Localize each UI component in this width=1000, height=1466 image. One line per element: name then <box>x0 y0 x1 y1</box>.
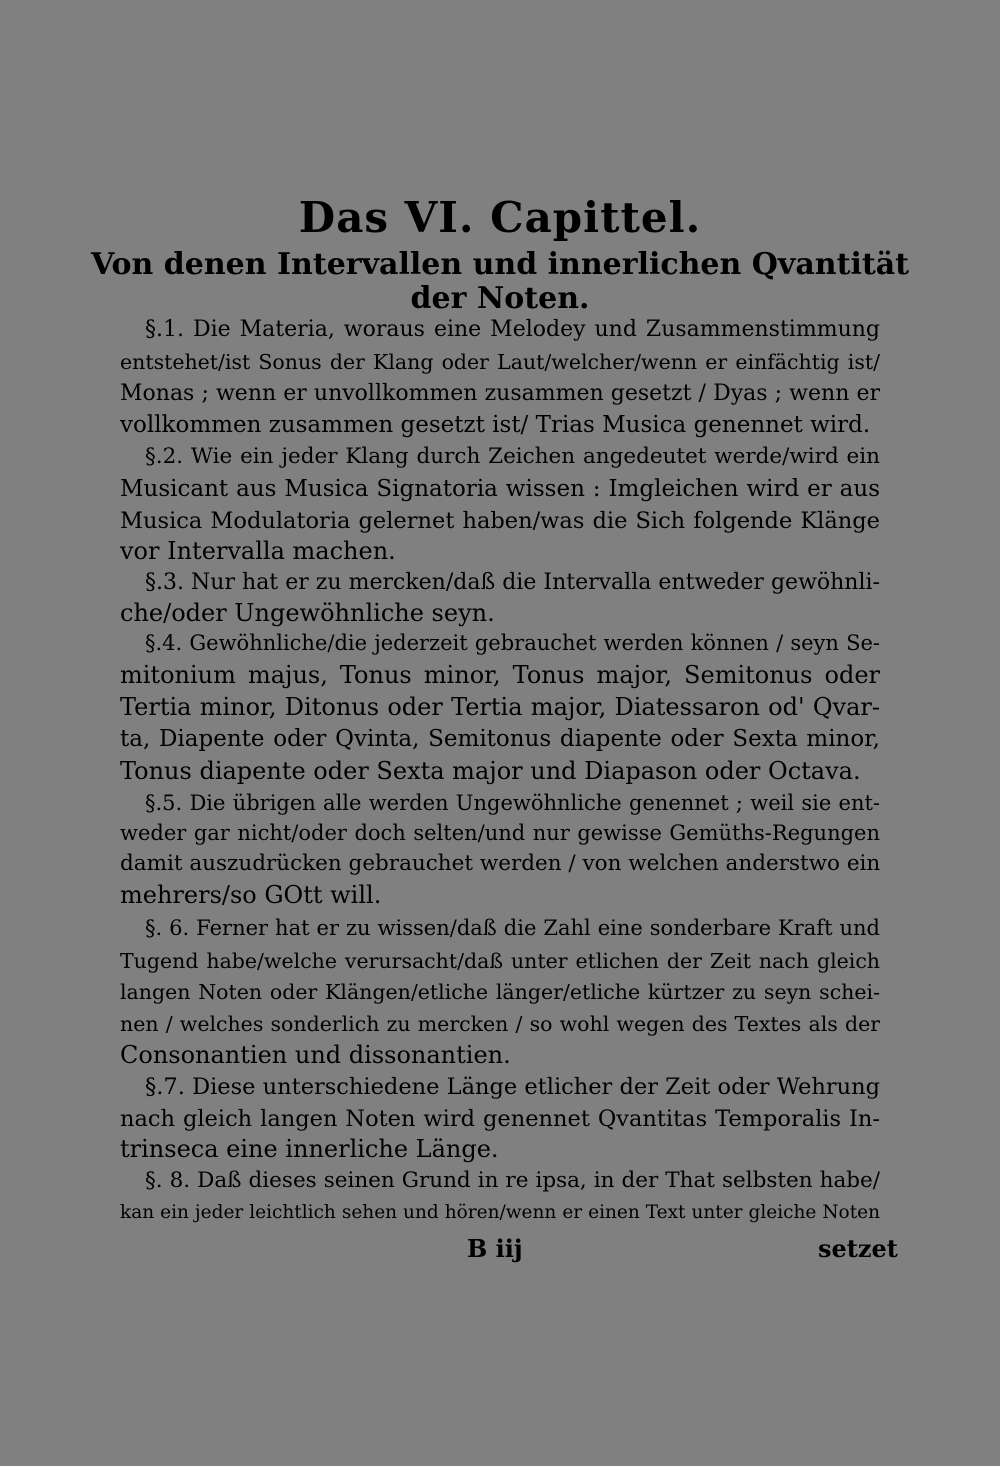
text-line: Musicant aus Musica Signatoria wissen : Imgleichen wird er aus <box>120 476 880 502</box>
text-line: vollkommen zusammen gesetzt ist/ Trias Musica genennet wird. <box>120 412 871 438</box>
text-line: che/oder Ungewöhnliche seyn. <box>120 599 495 627</box>
text-line: §. 8. Daß dieses seinen Grund in re ipsa, in der That selbsten habe/ <box>145 1168 880 1193</box>
text-line: §.4. Gewöhnliche/die jederzeit gebrauchet werden können / seyn Se- <box>145 631 880 655</box>
text-line: Monas ; wenn er unvollkommen zusammen gesetzt / Dyas ; wenn er <box>120 381 880 406</box>
text-line: mitonium majus, Tonus minor, Tonus major, Semitonus oder <box>120 661 880 689</box>
text-line: mehrers/so GOtt will. <box>120 881 382 909</box>
text-line: §.1. Die Materia, woraus eine Melodey und Zusammenstimmung <box>145 317 880 342</box>
chapter-subtitle: Von denen Intervallen und innerlichen Qvantität <box>91 247 909 282</box>
text-line: entstehet/ist Sonus der Klang oder Laut/welcher/wenn er einfächtig ist/ <box>120 350 880 374</box>
chapter-subtitle: der Noten. <box>410 281 590 316</box>
text-line: kan ein jeder leichtlich sehen und hören/wenn er einen Text unter gleiche Noten <box>120 1202 880 1223</box>
text-line: Musica Modulatoria gelernet haben/was die Sich folgende Klänge <box>120 508 880 534</box>
text-line: Tonus diapente oder Sexta major und Diapason oder Octava. <box>120 757 861 785</box>
text-line: Tugend habe/welche verursacht/daß unter etlichen der Zeit nach gleich <box>120 949 880 973</box>
text-line: trinseca eine innerliche Länge. <box>120 1135 499 1163</box>
text-line: §.3. Nur hat er zu mercken/daß die Intervalla entweder gewöhnli- <box>145 570 880 595</box>
signature-mark: B iij <box>467 1234 523 1263</box>
text-line: §.2. Wie ein jeder Klang durch Zeichen angedeutet werde/wird ein <box>145 444 880 469</box>
catchword: setzet <box>818 1234 898 1263</box>
text-line: langen Noten oder Klängen/etliche länger/etliche kürtzer zu seyn schei- <box>120 980 880 1004</box>
text-line: nach gleich langen Noten wird genennet Qvantitas Temporalis In- <box>120 1106 880 1132</box>
text-line: nen / welches sonderlich zu mercken / so wohl wegen des Textes als der <box>120 1012 880 1036</box>
text-line: damit auszudrücken gebrauchet werden / von welchen anderstwo ein <box>120 851 880 876</box>
text-line: ta, Diapente oder Qvinta, Semitonus diapente oder Sexta minor, <box>120 726 880 752</box>
text-line: Consonantien und dissonantien. <box>120 1041 511 1069</box>
text-line: §.7. Diese unterschiedene Länge etlicher der Zeit oder Wehrung <box>145 1074 880 1100</box>
text-line: §. 6. Ferner hat er zu wissen/daß die Zahl eine sonderbare Kraft und <box>145 916 880 940</box>
text-line: Tertia minor, Ditonus oder Tertia major, Diatessaron od' Qvar- <box>120 693 880 721</box>
text-line: weder gar nicht/oder doch selten/und nur gewisse Gemüths-Regungen <box>120 821 880 845</box>
text-line: §.5. Die übrigen alle werden Ungewöhnliche genennet ; weil sie ent- <box>145 791 880 815</box>
chapter-title: Das VI. Capittel. <box>298 193 702 242</box>
text-line: vor Intervalla machen. <box>120 537 396 565</box>
